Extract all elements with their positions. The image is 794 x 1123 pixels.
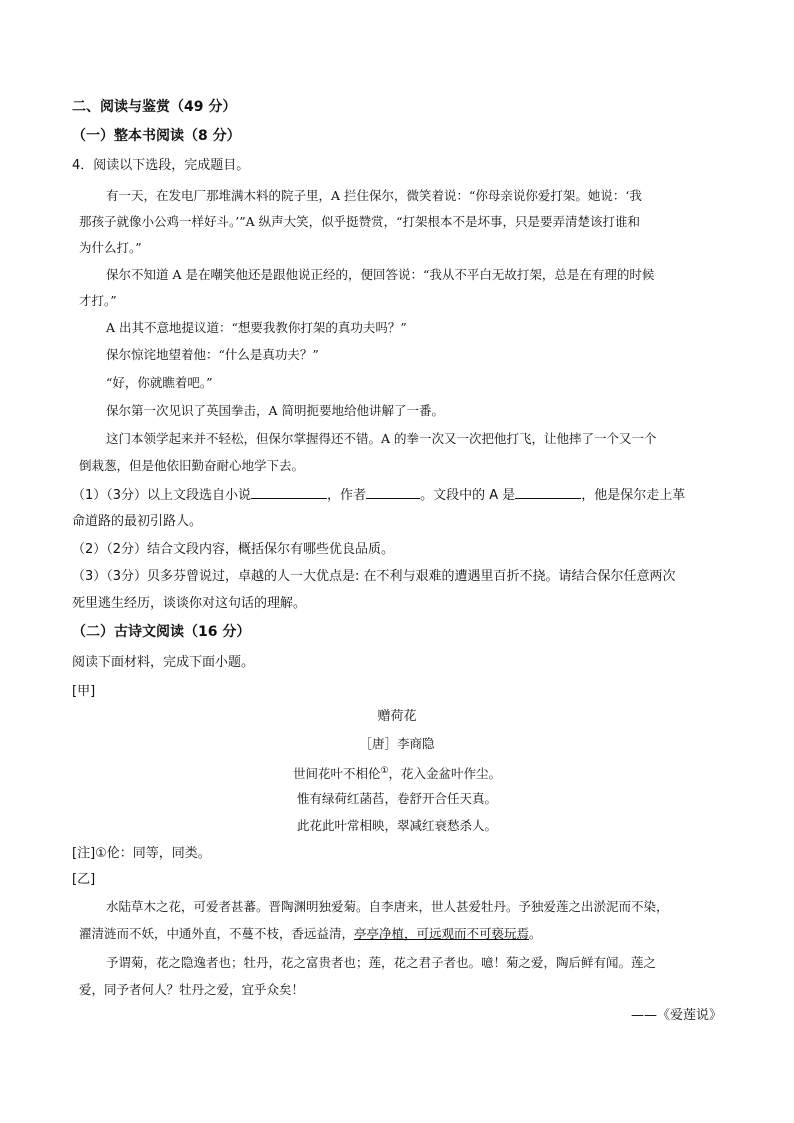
- question-4-3: （3）（3分）贝多芬曾说过，卓越的人一大优点是: 在不利与艰难的遭遇里百折不挠。请结合保尔任意两次: [72, 569, 676, 584]
- passage-line: 才打。”: [79, 293, 117, 308]
- question-text: ，作者: [327, 488, 367, 503]
- poem-text: 世间花叶不相伦: [292, 766, 381, 782]
- question-4-1-cont: 命道路的最初引路人。: [72, 514, 203, 529]
- label-jia: [甲]: [72, 684, 96, 699]
- poem-line-2: 惟有绿荷红菡萏，卷舒开合任天真。: [296, 791, 497, 806]
- prose-line: 爱，同予者何人？牡丹之爱，宜乎众矣！: [79, 982, 305, 997]
- question-4-1: [72, 486, 685, 505]
- poem-title: 赠荷花: [377, 709, 417, 724]
- passage-line: 保尔不知道 A 是在嘲笑他还是跟他说正经的，便回答说：“我从不平白无故打架，总是在有理的时候: [106, 267, 655, 282]
- prose-line: [79, 925, 542, 943]
- question-4-title: 4．阅读以下选段，完成题目。: [72, 158, 250, 173]
- prose-source: ——《爱莲说》: [630, 1008, 722, 1023]
- question-text: ，他是保尔走上革: [581, 488, 686, 503]
- answer-blank-character[interactable]: [515, 486, 581, 499]
- passage-line: 有一天，在发电厂那堆满木料的院子里，A 拦住保尔，微笑着说：“你母亲说你爱打架。她说：‘我: [106, 188, 642, 203]
- part1-heading: （一）整本书阅读（8 分）: [72, 128, 241, 144]
- question-text: 。文段中的 A 是: [420, 488, 516, 503]
- prose-text: 。: [529, 926, 542, 941]
- passage-line: 保尔惊诧地望着他：“什么是真功夫？”: [106, 347, 319, 362]
- footnote-marker: ①: [380, 766, 389, 776]
- poem-author: ［唐］李商隐: [359, 736, 435, 751]
- section-heading: 二、阅读与鉴赏（49 分）: [72, 99, 237, 115]
- answer-blank-novel[interactable]: [251, 486, 327, 499]
- passage-line: 保尔第一次见识了英国拳击，A 简明扼要地给他讲解了一番。: [106, 403, 445, 418]
- passage-line: 这门本领学起来并不轻松，但保尔掌握得还不错。A 的拳一次又一次把他打飞，让他摔了一个又一个: [106, 431, 657, 446]
- poem-text: ，花入金盆叶作尘。: [388, 766, 502, 782]
- underlined-sentence: 亭亭净植，可远观而不可亵玩焉: [354, 926, 530, 941]
- question-4-3-cont: 死里逃生经历，谈谈你对这句话的理解。: [72, 596, 307, 611]
- passage-line: “好，你就瞧着吧。”: [106, 375, 213, 390]
- question-text: （1）（3分）以上文段选自小说: [72, 488, 252, 503]
- passage-line: 倒栽葱，但是他依旧勤奋耐心地学下去。: [79, 458, 305, 473]
- passage-line: 那孩子就像小公鸡一样好斗。’”A 纵声大笑，似乎挺赞赏，“打架根本不是坏事，只是要弄清楚该打谁和: [79, 214, 641, 229]
- passage-line: 为什么打。”: [79, 240, 142, 255]
- label-yi: [乙]: [72, 872, 96, 887]
- question-4-2: （2）（2分）结合文段内容，概括保尔有哪些优良品质。: [72, 542, 395, 557]
- prose-line: 水陆草木之花，可爱者甚蕃。晋陶渊明独爱菊。自李唐来，世人甚爱牡丹。予独爱莲之出淤泥而不染，: [106, 899, 669, 914]
- prose-line: 予谓菊，花之隐逸者也；牡丹，花之富贵者也；莲，花之君子者也。噫！菊之爱，陶后鲜有闻。莲之: [106, 955, 657, 970]
- part2-heading: （二）古诗文阅读（16 分）: [72, 624, 251, 640]
- prose-text: 濯清涟而不妖，中通外直，不蔓不枝，香远益清，: [79, 926, 355, 941]
- passage-line: A 出其不意地提议道：“想要我教你打架的真功夫吗？”: [106, 320, 407, 335]
- part2-intro: 阅读下面材料，完成下面小题。: [72, 655, 255, 670]
- poem-note: [注]①伦：同等，同类。: [72, 846, 211, 861]
- poem-line-3: 此花此叶常相映，翠减红衰愁杀人。: [296, 818, 497, 833]
- poem-line-1: [0, 762, 794, 783]
- answer-blank-author[interactable]: [366, 486, 420, 499]
